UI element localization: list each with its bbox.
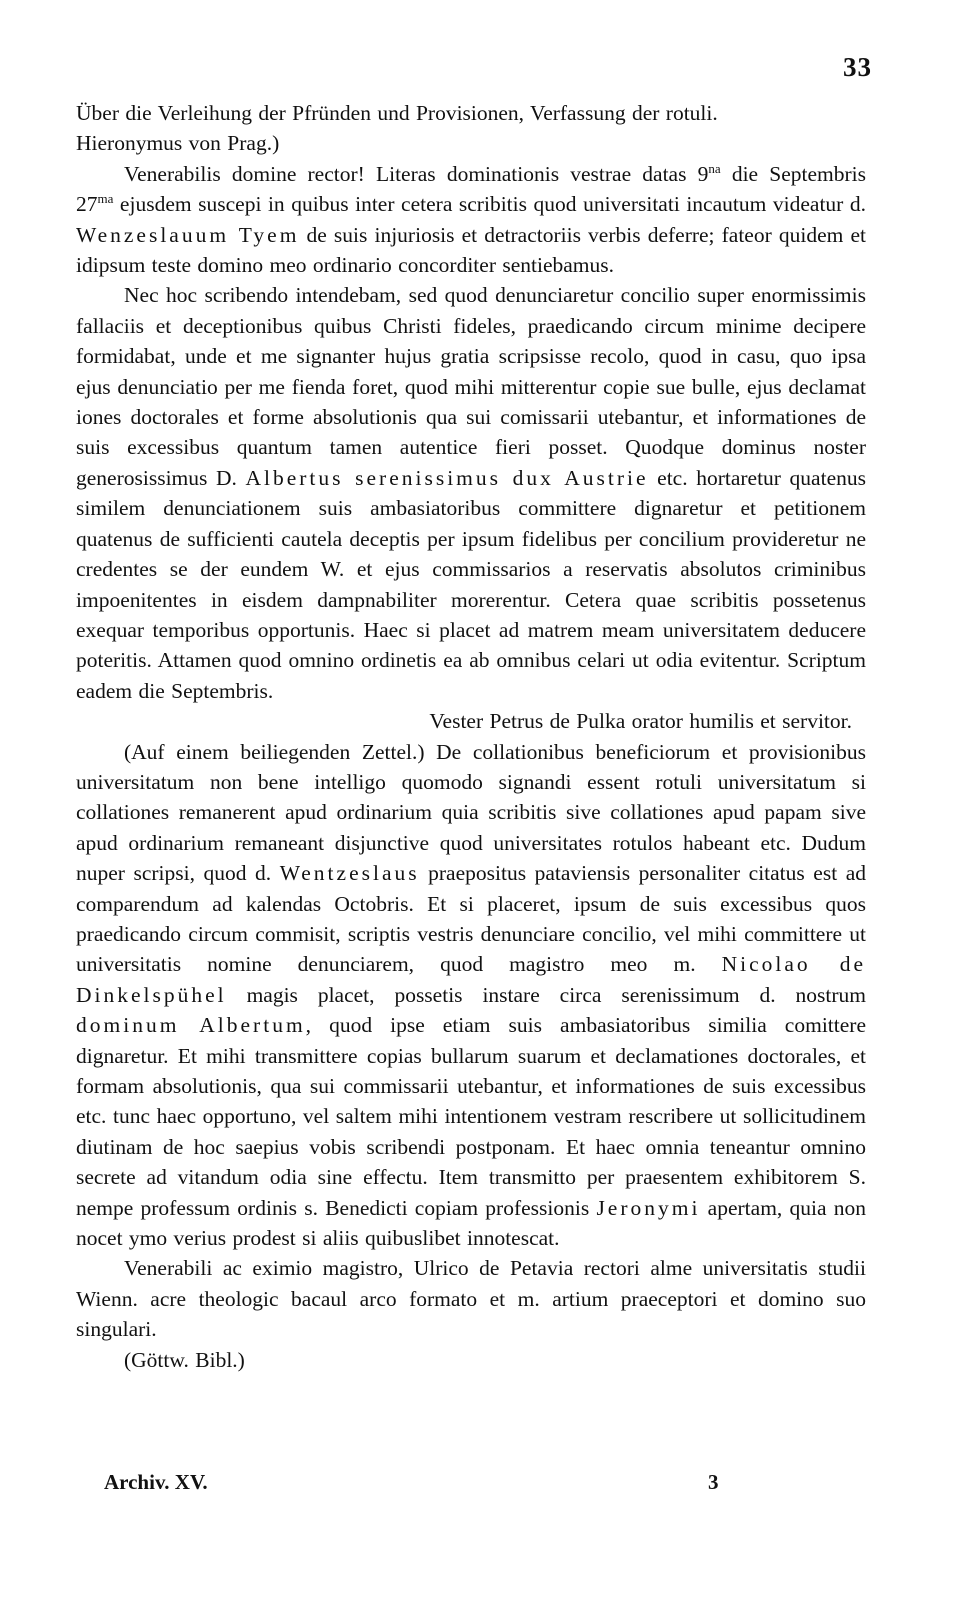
note-text: praepositus pataviensis personaliter citatus est ad comparendum ad kalendas Octobris. Et si placeret, ipsum de suis excessibus quos praedicando circum commisit, scriptis vestris denunciare concilio, vel mihi committere ut universitatis nomine denunciarem, quod magistro meo m. [76, 861, 866, 977]
letter-text: Nec hoc scribendo intendebam, sed quod denunciaretur concilio super enormissimis fallaciis et deceptionibus quibus Christi fideles, praedicando circum minime decipere formidabat, unde et me signanter hujus gratia scripsisse recolo, quod in casu, quo ipsa ejus denunciatio per me fienda foret, quod mihi mitterentur copie sue bulle, ejus declamat iones doctorales et forme absolutionis qua sui comissarii utebantur, et informationes de suis excessibus quantum tamen autentice fieri posset. Quodque dominus noster generosissimus D. [76, 283, 866, 490]
superscript: na [708, 160, 721, 176]
heading-continuation [76, 98, 866, 159]
letter-signature: Vester Petrus de Pulka orator humilis et servitor. [429, 709, 852, 734]
person-name: Wentzeslaus [279, 861, 420, 886]
letter-text: etc. hortaretur quatenus similem denunciationem suis ambasiatoribus committere dignaretur et petitionem quatenus de sufficienti cautela deceptis per ipsum fidelibus per concilium provideretur ne credentes se der eundem W. et ejus commissarios a reservatis absolutos criminibus impoenitentes in eisdem dampnabiliter morerentur. Cetera quae scribitis possetenus exequar temporibus opportunis. Haec si placet ad matrem meam universitatem deducere poteritis. Attamen quod omnino ordinetis ea ab omnibus celari ut odia evitentur. Scriptum eadem die Septembris. [76, 465, 866, 703]
note-text: (Auf einem beiliegenden Zettel.) De collationibus beneficiorum et provisionibus universitatum non bene intelligo quomodo signandi essent rotuli universitatum si collationes remanerent apud ordinarium quia scribitis sive collationes apud papam sive apud ordinarium remaneant disjunctive quod universitates rotulos habeant etc. Dudum nuper scripsi, quod d. [76, 739, 866, 886]
superscript: ma [97, 191, 114, 207]
person-name: Albertus serenissimus dux Austrie [245, 465, 649, 490]
person-name: Jeronymi [596, 1195, 701, 1220]
page-number: 33 [843, 52, 872, 82]
person-name: Wenzeslauum Tyem [76, 222, 300, 247]
letter-text: die Septembris 27 [76, 161, 866, 217]
note-text: , quod ipse etiam suis ambasiatoribus similia comittere dignaretur. Et mihi transmittere copias bullarum suarum et declamationes doctorales, et formam absolutionis, qua sui commissarii utebantur, et informationes de suis excessibus etc. tunc haec opportuno, vel saltem mihi intentionem vestram rescribere ut sollicitudinem diutinam de hoc saepius vobis scribendi postponam. Et haec omnia teneantur omnino secrete ad vitandum odia sine effectu. Item transmitto per praesentem exhibitorem S. nempe professum ordinis s. Benedicti copiam professionis [76, 1013, 866, 1220]
person-name: Nicolao de Dinkelspühel [76, 952, 866, 1007]
heading-line-2: Hieronymus von Prag.) [76, 131, 280, 156]
heading-line-1: Über die Verleihung der Pfründen und Provisionen, Verfassung der rotuli. [76, 101, 718, 125]
letter-paragraph-1 [76, 159, 866, 281]
letter-text: de suis injuriosis et detractoriis verbis deferre; fateor quidem et idipsum teste domino meo ordinario concorditer sentiebamus. [76, 222, 866, 278]
address-paragraph: Venerabili ac eximio magistro, Ulrico de Petavia rectori alme universitatis studii Wienn. acre theologic bacaul arco formato et m. artium praeceptori et domino suo singulari. [76, 1256, 866, 1342]
letter-paragraph-2 [76, 280, 866, 706]
note-text: magis placet, possetis instare circa serenissimum d. nostrum [226, 982, 866, 1007]
signature-mark: 3 [708, 1470, 719, 1494]
archive-label: Archiv. XV. [104, 1470, 208, 1494]
source-citation: (Göttw. Bibl.) [124, 1347, 245, 1372]
note-text: apertam, quia non nocet ymo verius prodest si aliis quibuslibet innotescat. [76, 1195, 866, 1251]
letter-text: Venerabilis domine rector! Literas dominationis vestrae datas 9 [124, 161, 709, 186]
body-text [76, 98, 866, 1375]
person-name: dominum Albertum [76, 1013, 306, 1038]
letter-text: ejusdem suscepi in quibus inter cetera scribitis quod universitati incautum videatur d. [113, 192, 866, 217]
attached-note [76, 737, 866, 1254]
